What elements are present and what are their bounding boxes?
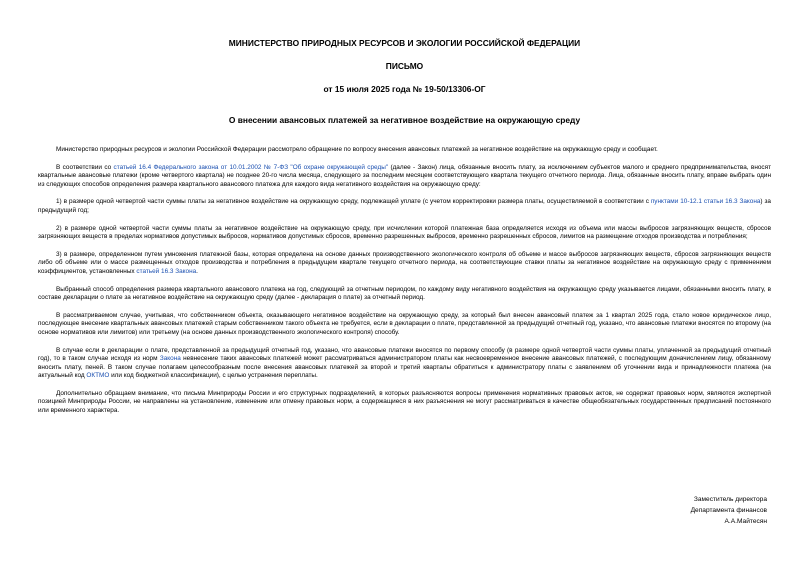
paragraph-intro: Министерство природных ресурсов и экологии Российской Федерации рассмотрело обращение по вопросу внесения авансовых платежей за негативное воздействие на окружающую среду и сообщает. [56, 146, 658, 153]
law-link[interactable]: Закона [159, 355, 181, 363]
ministry-title: МИНИСТЕРСТВО ПРИРОДНЫХ РЕСУРСОВ И ЭКОЛОГИИ РОССИЙСКОЙ ФЕДЕРАЦИИ [228, 38, 581, 48]
document-date-number: от 15 июля 2025 года № 19-50/13306-ОГ [323, 84, 486, 94]
paragraph-method-2: 2) в размере одной четвертой части суммы платы за негативное воздействие на окружающую среду, при исчислении которой платежная база определяется исходя из объема или массы выбросов загрязняющих веществ, сбросов загрязняющих веществ в пределах нормативов допустимых выбросов, нормативов допустимых сбросов, временно разрешенных выбросов, временно разрешенных сбросов, лимитов на размещение отходов производства и потребления; [38, 224, 771, 241]
article-16-3-points-link[interactable]: пунктами 10-12.1 статьи 16.3 Закона [650, 198, 761, 206]
document-body [38, 146, 771, 416]
paragraph-disclaimer: Дополнительно обращаем внимание, что письма Минприроды России и его структурных подразделений, в которых разъясняются вопросы применения нормативных правовых актов, не содержат правовых норм, являются экспертной позицией Минприроды России, не направлены на установление, изменение или отмену правовых норм, а содержащиеся в них разъяснения не могут рассматриваться в качестве общеобязательных государственных предписаний постоянного или временного характера. [38, 389, 771, 415]
paragraph-text: ) за предыдущий год; [38, 198, 771, 214]
signatory-department: Департамента финансов [690, 507, 767, 514]
paragraph-text: 3) в размере, определенном путем умножения платежной базы, которая определена на основе данных производственного экологического контроля об объеме и массе выбросов загрязняющих веществ, сбросов загрязняющих веществ либо об объеме или о массе размещенных отходов производства и потребления в предыдущем квартале текущего отчетного периода, на соответствующие ставки платы за негативное воздействие на окружающую среду с применением коэффициентов, установленных [38, 250, 771, 275]
document-subject: О внесении авансовых платежей за негативное воздействие на окружающую среду [228, 115, 581, 125]
paragraph-case: В рассматриваемом случае, учитывая, что собственником объекта, оказывающего негативное воздействие на окружающую среду, за который был внесен авансовый платеж за 1 квартал 2025 года, стало новое юридическое лицо, последующее внесение квартальных авансовых платежей старым собственником такого объекта не требуется, если в декларации о плате, представленной за предыдущий отчетный год, указано, что авансовые платежи вносятся по второму (на основе нормативов или лимитов) или третьему (на основе данных производственного экологического контроля) способу. [38, 311, 771, 336]
signature-block [691, 494, 767, 527]
paragraph-text: В соответствии со [56, 163, 114, 171]
paragraph-method-1 [38, 198, 771, 215]
paragraph-method-choice: Выбранный способ определения размера квартального авансового платежа на год, следующий за отчетным периодом, по каждому виду негативного воздействия на окружающую среду указывается лицами, обязанными вносить плату, в составе декларации о плате за негативное воздействие на окружающую среду (далее - декларация о плате) за отчетный период. [38, 285, 771, 302]
oktmo-link[interactable]: ОКТМО [86, 372, 110, 380]
article-16-3-link[interactable]: статьей 16.3 Закона [136, 267, 197, 275]
paragraph-text: . [196, 267, 198, 275]
document-type: ПИСЬМО [385, 61, 424, 71]
paragraph-first-method-case [38, 347, 771, 381]
signatory-position: Заместитель директора [693, 496, 767, 503]
paragraph-text: невнесение таких авансовых платежей может рассматриваться администратором платы как несвоевременное внесение авансовых платежей, с последующим доначислением лицу, обязанному вносить плату, пеней. В таком случае полагаем целесообразным после внесения авансовых платежей за второй и третий кварталы обратиться к администратору платы с заявлением об уточнении вида и принадлежности платежа (на актуальный код [38, 355, 771, 380]
paragraph-law-reference [38, 164, 771, 190]
paragraph-text: В случае если в декларации о плате, представленной за предыдущий отчетный год, указано, что авансовые платежи вносятся по первому способу (в размере одной четвертой части суммы платы, уплаченной за предыдущий отчетный год), то в таком случае исходя из норм [38, 346, 771, 363]
paragraph-text: или код бюджетной классификации), с целью устранения переплаты. [109, 372, 318, 380]
law-article-16-4-link[interactable]: статьей 16.4 Федерального закона от 10.01.2002 № 7-ФЗ "Об охране окружающей среды" [113, 163, 389, 171]
signatory-name: А.А.Майтесян [724, 518, 767, 525]
paragraph-text: (далее - Закон) лица, обязанные вносить плату, за исключением субъектов малого и среднего предпринимательства, вносят квартальные авансовые платежи (кроме четвертого квартала) не позднее 20-го числа месяца, следующего за последним месяцем соответствующего квартала текущего отчетного периода. Лица, обязанные вносить плату, вправе выбрать один из следующих способов определения размера квартального авансового платежа для каждого вида негативного воздействия на окружающую среду: [38, 163, 771, 188]
paragraph-text: 1) в размере одной четвертой части суммы платы за негативное воздействие на окружающую среду, подлежащей уплате (с учетом корректировки размера платы, осуществляемой в соответствии с [56, 198, 651, 206]
paragraph-method-3 [38, 251, 771, 277]
